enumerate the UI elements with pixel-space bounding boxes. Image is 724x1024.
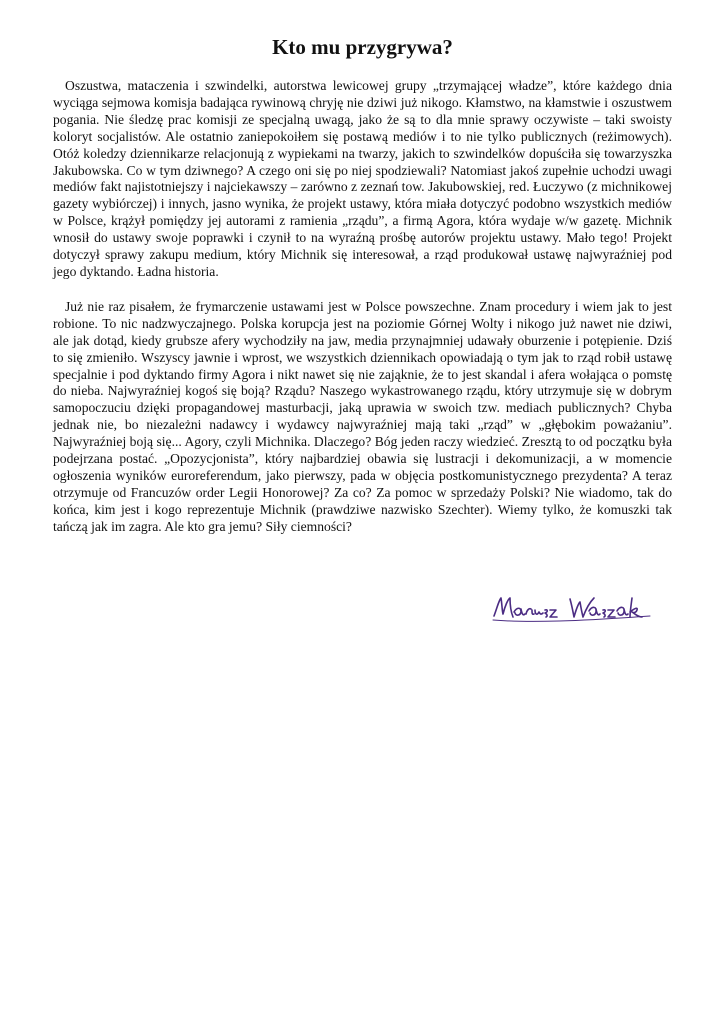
paragraph-1: Oszustwa, mataczenia i szwindelki, autorstwa lewicowej grupy „trzymającej władze”, które każdego dnia wyciąga sejmowa komisja badająca rywinową chryję nie dziwi już nikogo. Kłamstwo, na kłamstwie i oszustwem pogania. Nie śledzę prac komisji ze specjalną uwagą, jako że są to dla mnie sprawy oczywiste – taki swoisty koloryt socjalistów. Ale ostatnio zaniepokoiłem się postawą mediów i to nie tylko publicznych (reżimowych). Otóż koledzy dziennikarze relacjonują z wypiekami na twarzy, jakich to szwindelków dopuściła się towarzyszka Jakubowska. Co w tym dziwnego? A czego oni się po niej spodziewali? Natomiast jakoś zupełnie uchodzi uwagi mediów fakt najistotniejszy i najciekawszy – zarówno z zeznań tow. Jakubowskiej, red. Łuczywo (z michnikowej gazety wybiórczej) i innych, jasno wynika, że projekt ustawy, która miała dotyczyć podobno wszystkich mediów w Polsce, krążył pomiędzy jej autorami z ramienia „rządu”, a firmą Agora, która wydaje w/w gazetę. Michnik wnosił do ustawy swoje poprawki i czynił to na wyraźną prośbę autorów projektu ustawy. Mało tego! Projekt dotyczył sprawy zakupu medium, który Michnik się interesował, a rząd produkował ustawę najwyraźniej pod jego dyktando. Ładna historia. bbox=[53, 78, 672, 279]
document-title: Kto mu przygrywa? bbox=[272, 35, 453, 59]
document-page bbox=[53, 34, 672, 554]
signature-graphic bbox=[490, 590, 655, 626]
handwritten-signature bbox=[490, 590, 655, 626]
paragraph-2: Już nie raz pisałem, że frymarczenie ustawami jest w Polsce powszechne. Znam procedury i wiem jak to jest robione. To nic nadzwyczajnego. Polska korupcja jest na poziomie Górnej Wolty i nikogo już nawet nie dziwi, ale jak dotąd, kiedy grubsze afery wychodziły na jaw, media przynajmniej udawały oburzenie i potępienie. Dziś to się zmieniło. Wszyscy jawnie i wprost, we wszystkich dziennikach opowiadają o tym jak to rząd robił ustawę specjalnie i pod dyktando firmy Agora i nikt nawet się nie zająknie, że to jest skandal i afera wołająca o pomstę do nieba. Najwyraźniej kogoś się boją? Rządu? Naszego wykastrowanego rządu, który utrzymuje się w dobrym samopoczuciu dzięki propagandowej masturbacji, jaką uprawia w swoich tzw. mediach publicznych? Chyba jednak nie, bo niezależni nadawcy i wydawcy najwyraźniej mają taki „rząd” w „głębokim poważaniu”. Najwyraźniej boją się... Agory, czyli Michnika. Dlaczego? Bóg jeden raczy wiedzieć. Zresztą to od początku była podejrzana postać. „Opozycjonista”, który najbardziej obawia się lustracji i dekomunizacji, a w momencie ogłoszenia wyników euroreferendum, jako pierwszy, pada w objęcia postkomunistycznego prezydenta? A teraz otrzymuje od Francuzów order Legii Honorowej? Za co? Za pomoc w sprzedaży Polski? Nie wiadomo, tak do końca, kim jest i kogo reprezentuje Michnik (prawdziwe nazwisko Szechter). Wiemy tylko, że komuszki tak tańczą jak im zagra. Ale kto gra jemu? Siły ciemności? bbox=[53, 298, 672, 534]
